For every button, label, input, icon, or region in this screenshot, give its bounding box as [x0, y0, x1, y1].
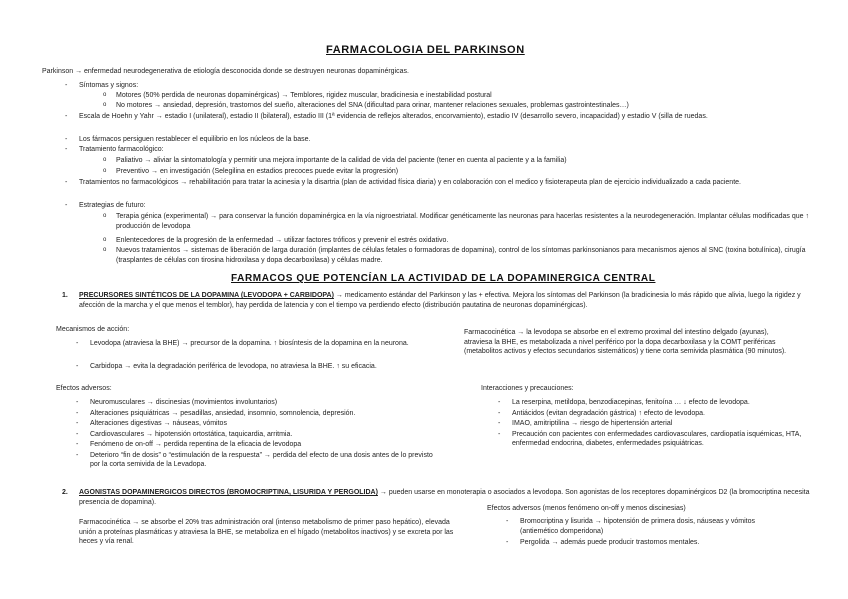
bullet-circle: o — [103, 102, 107, 108]
pharm-label: Tratamiento farmacológico: — [79, 146, 164, 153]
ae-item — [76, 398, 440, 407]
bullet-dash: - — [506, 539, 509, 546]
int-text: IMAO, amitriptilina → riesgo de hipertensión arterial — [512, 420, 673, 427]
bullet-dash: - — [76, 409, 79, 417]
ae-label: Efectos adversos: — [56, 385, 112, 392]
gene-item — [103, 212, 821, 231]
nonpharm-item — [65, 178, 814, 188]
int-item — [498, 419, 812, 428]
nonmotor-text: No motores → ansiedad, depresión, trastornos del sueño, alteraciones del SNA (dificultad para orinar, mantener relaciones sexuales, problemas gastrointestinales…) — [116, 102, 629, 109]
ae-item — [76, 440, 440, 449]
item2-ae-item — [506, 517, 775, 536]
item2-number: 2. — [62, 489, 68, 496]
future-item — [65, 201, 146, 210]
new-treatments-item — [103, 246, 821, 265]
mech-carbidopa-text: Carbidopa → evita la degradación periférica de levodopa, no atraviesa la BHE. ↑ su eficacia. — [90, 363, 377, 370]
drugs-goal-text: Los fármacos persiguen restablecer el equilibrio en los núcleos de la base. — [79, 136, 311, 143]
bullet-dash: - — [65, 202, 68, 209]
bullet-dash: - — [65, 146, 68, 153]
bullet-circle: o — [103, 213, 107, 219]
bullet-dash: - — [65, 113, 68, 120]
symptoms-label: Síntomas y signos: — [79, 82, 139, 89]
ae-item — [76, 409, 440, 418]
item1-text: → medicamento estándar del Parkinson y las + efectiva. Mejora los síntomas del Parkinson (la bradicinesia lo más rápido que alivia, luego la rigidez y afección de la marcha y el que menos el temblor), hay perdida de latencia y con el tiempo va perdiendo efecto (distribución pautatina de neuronas dopaminérgicas). — [79, 292, 801, 309]
item2-heading: AGONISTAS DOPAMINERGICOS DIRECTOS (BROMOCRIPTINA, LISURIDA Y PERGOLIDA) — [79, 489, 378, 496]
intro-text: Parkinson → enfermedad neurodegenerativa de etiología desconocida donde se destruyen neuronas dopaminérgicas. — [42, 68, 409, 75]
palliative-item — [103, 156, 567, 165]
int-item — [498, 430, 802, 449]
gene-text: Terapia génica (experimental) → para conservar la función dopaminérgica en la vía nigroestriatal. Modificar genéticamente las neuronas para hacerlas resistentes a la neurodegeneración. Implantar células modificadas que ↑ producción de levodopa — [116, 213, 809, 230]
bullet-dash: - — [76, 363, 79, 370]
motor-item — [103, 91, 492, 100]
bullet-dash: - — [498, 409, 501, 417]
int-list — [498, 398, 812, 449]
bullet-dash: - — [506, 518, 509, 525]
page-title: FARMACOLOGIA DEL PARKINSON — [326, 44, 525, 56]
item2-text: → pueden usarse en monoterapia o asociados a levodopa. Son agonistas de los receptores dopaminérgicos D2 (la bromocriptina necesita presencia de dopamina). — [79, 489, 810, 506]
future-label: Estrategias de futuro: — [79, 202, 146, 209]
bullet-dash: - — [65, 82, 68, 89]
preventive-text: Preventivo → en investigación (Selegilina en estadios precoces puede evitar la progresión) — [116, 168, 399, 175]
nonpharm-text: Tratamientos no farmacológicos → rehabilitación para tratar la acinesia y la disartria (plan de actividad física diaria) y en colaboración con el medico y fisioterapeuta plan de ejercicio individualizado a cada paciente. — [79, 179, 741, 186]
ae-item — [76, 419, 440, 428]
bullet-circle: o — [103, 157, 107, 163]
drugs-goal-item — [65, 135, 311, 144]
item1-heading: PRECURSORES SINTÉTICOS DE LA DOPAMINA (LEVODOPA + CARBIDOPA) — [79, 292, 334, 299]
ae-text: Fenómeno de on-off → perdida repentina de la eficacia de levodopa — [90, 441, 302, 448]
ae-text: Alteraciones digestivas → náuseas, vómitos — [90, 420, 227, 427]
bullet-dash: - — [76, 451, 79, 459]
int-item — [498, 398, 812, 407]
item2-ae-label: Efectos adversos (menos fenómeno on-off y menos discinesias) — [487, 505, 686, 512]
mech-levodopa-item — [76, 339, 435, 349]
ae-text: Alteraciones psiquiátricas → pesadillas, ansiedad, insomnio, somnolencia, depresión. — [90, 409, 356, 417]
item2-ae-text: Bromocriptina y lisurida → hipotensión de primera dosis, náuseas y vómitos (antiemético domperidona) — [520, 518, 755, 535]
ae-item — [76, 451, 435, 470]
bullet-dash: - — [65, 179, 68, 186]
bullet-dash: - — [76, 430, 79, 438]
item2-paragraph — [62, 488, 819, 507]
item2-ae-item — [506, 538, 780, 547]
new-treatments-text: Nuevos tratamientos → sistemas de liberación de larga duración (implantes de células fetales o formadoras de dopamina), control de los síntomas parkinsonianos para mecanismos ajenos al SNC (toxina botulínica), cirugía (trasplantes de células con tirosina hidroxilasa y dopa decarboxilasa) y células madre. — [116, 247, 806, 264]
hoehn-yahr-item — [65, 112, 824, 122]
ae-item — [76, 430, 440, 439]
mech-levodopa-text: Levodopa (atraviesa la BHE) → precursor de la dopamina. ↑ biosíntesis de la dopamina en la neurona. — [90, 340, 409, 347]
preventive-item — [103, 167, 399, 176]
ae-list — [76, 398, 440, 470]
slowers-item — [103, 236, 449, 245]
symptoms-item — [65, 81, 824, 90]
bullet-circle: o — [103, 92, 107, 98]
int-text: La reserpina, metildopa, benzodiacepinas, fenitoína … ↓ efecto de levodopa. — [512, 399, 750, 406]
bullet-dash: - — [76, 420, 79, 427]
palliative-text: Paliativo → aliviar la sintomatología y permitir una mejora importante de la calidad de vida del paciente (tener en cuenta al paciente y a la familia) — [116, 157, 567, 164]
ae-text: Cardiovasculares → hipotensión ortostática, taquicardia, arritmia. — [90, 430, 293, 438]
bullet-dash: - — [498, 420, 501, 427]
ae-text: Deterioro “fin de dosis” o “estimulación de la respuesta” → perdida del efecto de una dosis antes de lo previsto por la corta semivida de la Levadopa. — [90, 451, 433, 468]
section2-title: FARMACOS QUE POTENCÍAN LA ACTIVIDAD DE LA DOPAMINERGICA CENTRAL — [231, 273, 656, 284]
int-text: Antiácidos (evitan degradación gástrica) ↑ efecto de levodopa. — [512, 409, 706, 417]
pharm-item — [65, 145, 164, 154]
int-text: Precaución con pacientes con enfermedades cardiovasculares, cardiopatía isquémicas, HTA, enfermedad endocrina, diabetes, enfermedades psiquiátricas. — [512, 430, 802, 447]
bullet-circle: o — [103, 168, 107, 174]
nonmotor-item — [103, 101, 629, 110]
item2-pk-text: Farmacocinética → se absorbe el 20% tras administración oral (intenso metabolismo de primer paso hepático), elevada unión a proteínas plasmáticas y atraviesa la BHE, se metaboliza en el hígado (metabolitos inactivos) y se excreta por las heces y vía renal. — [79, 519, 454, 545]
item2-ae-text: Pergolida → además puede producir trastornos mentales. — [520, 539, 700, 546]
int-label: Interacciones y precauciones: — [481, 385, 574, 392]
item1-paragraph — [62, 291, 819, 310]
motor-text: Motores (50% perdida de neuronas dopaminérgicas) → Temblores, rigidez muscular, bradicinesia e inestabilidad postural — [116, 92, 492, 99]
overview-list — [65, 81, 824, 90]
bullet-dash: - — [498, 430, 501, 438]
slowers-text: Enlentecedores de la progresión de la enfermedad → utilizar factores tróficos y prevenir el estrés oxidativo. — [116, 237, 449, 244]
bullet-dash: - — [76, 399, 79, 406]
bullet-dash: - — [76, 340, 79, 347]
bullet-circle: o — [103, 247, 107, 253]
hoehn-yahr-text: Escala de Hoehn y Yahr → estadio I (unilateral), estadio II (bilateral), estadio III (1ª evidencia de reflejos alterados, encorvamiento), estadio IV (desarrollo severo, incapacidad) y estadio V (silla de ruedas. — [79, 113, 708, 120]
bullet-dash: - — [498, 399, 501, 406]
int-item — [498, 409, 812, 418]
item1-number: 1. — [62, 292, 68, 299]
bullet-dash: - — [76, 441, 79, 448]
bullet-circle: o — [103, 237, 107, 243]
item2-ae-list — [506, 517, 780, 547]
ae-text: Neuromusculares → discinesias (movimientos involuntarios) — [90, 399, 278, 406]
mech-label: Mecanismos de acción: — [56, 326, 130, 333]
mech-carbidopa-item — [76, 362, 377, 371]
bullet-dash: - — [65, 136, 68, 143]
item1-pk-text: Farmacocinética → la levodopa se absorbe en el extremo proximal del intestino delgado (ayunas), atraviesa la BHE, es metabolizada a nivel periférico por la dopa decarboxilasa y la COMT periféricas (metabolitos activos y efectos secundarios sistemáticos) y tiene corta semivida plasmática (90 minutos). — [464, 329, 787, 355]
